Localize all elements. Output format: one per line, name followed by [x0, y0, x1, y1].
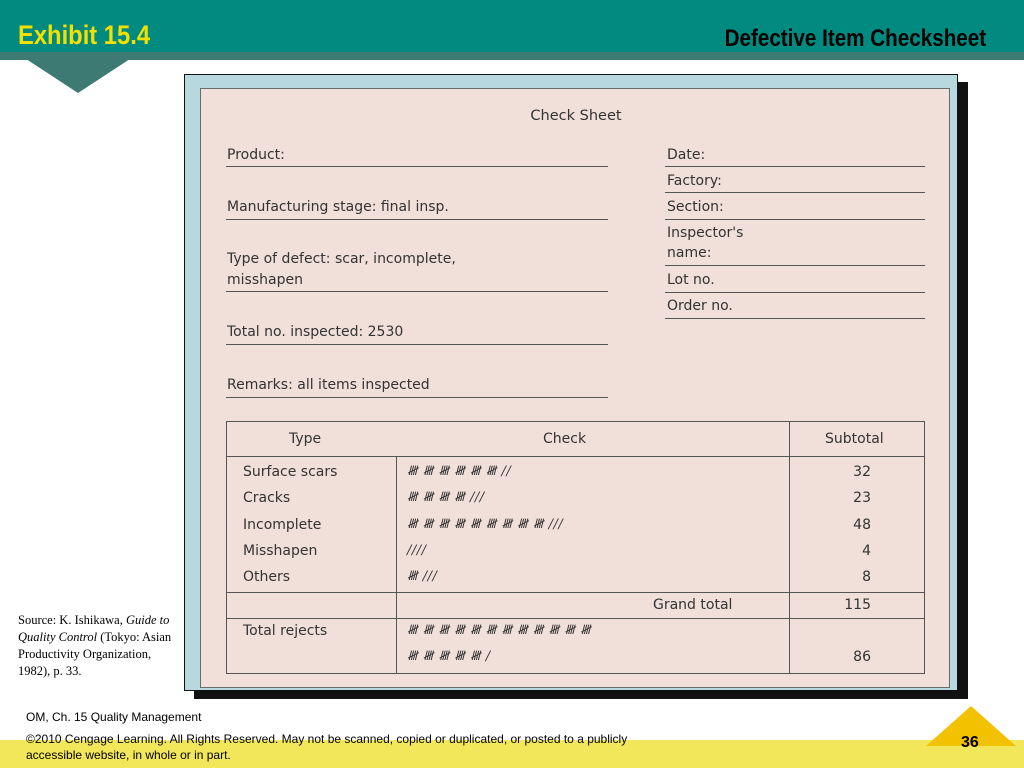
row-type: Misshapen — [243, 543, 318, 559]
row-check-tally: 𝍸 /// — [407, 569, 438, 584]
total-underline — [226, 344, 608, 345]
row-check-tally: 𝍸 𝍸 𝍸 𝍸 𝍸 𝍸 𝍸 𝍸 𝍸 /// — [407, 517, 564, 532]
defect-underline — [226, 291, 608, 292]
order-field: Order no. — [667, 298, 733, 314]
table-grandtotal-divider-bottom — [227, 618, 924, 619]
header-check: Check — [543, 431, 587, 447]
total-rejects-tally-line2: 𝍸 𝍸 𝍸 𝍸 𝍸 / — [407, 649, 491, 664]
row-subtotal: 23 — [853, 490, 871, 506]
defect-field-line2: misshapen — [227, 272, 303, 288]
table-grandtotal-divider-top — [227, 592, 924, 593]
row-type: Surface scars — [243, 464, 338, 480]
grand-total-label: Grand total — [653, 597, 733, 613]
page-number: 36 — [961, 734, 979, 751]
section-field: Section: — [667, 199, 724, 215]
row-check-tally: //// — [407, 543, 427, 558]
inspector-field-line1: Inspector's — [667, 225, 744, 241]
defect-table — [226, 421, 925, 674]
table-type-divider — [396, 456, 397, 673]
table-header-divider — [227, 456, 924, 457]
header-shade — [0, 52, 1024, 60]
inspector-field-line2: name: — [667, 245, 712, 261]
check-sheet-title: Check Sheet — [530, 108, 622, 124]
footer-course: OM, Ch. 15 Quality Management — [26, 710, 202, 724]
row-type: Others — [243, 569, 291, 585]
date-underline — [665, 166, 925, 167]
stage-field: Manufacturing stage: final insp. — [227, 199, 449, 215]
date-field: Date: — [667, 147, 706, 163]
remarks-underline — [226, 397, 608, 398]
row-subtotal: 32 — [853, 464, 871, 480]
source-book-title: Guide to Quality Control — [18, 613, 170, 644]
product-underline — [226, 166, 608, 167]
factory-field: Factory: — [667, 173, 722, 189]
defect-field-line1: Type of defect: scar, incomplete, — [227, 251, 456, 267]
row-subtotal: 8 — [862, 569, 871, 585]
table-subtotal-divider — [789, 422, 790, 673]
header-pointer-decoration — [20, 55, 136, 93]
lot-field: Lot no. — [667, 272, 715, 288]
exhibit-label: Exhibit 15.4 — [18, 20, 151, 50]
footer-copyright: ©2010 Cengage Learning. All Rights Reserved. May not be scanned, copied or duplicated, or posted to a publicly accessible website, in whole or in part. — [26, 732, 628, 762]
total-rejects-label: Total rejects — [243, 623, 328, 639]
section-underline — [665, 219, 925, 220]
grand-total-value: 115 — [844, 597, 871, 613]
product-field: Product: — [227, 147, 285, 163]
header-type: Type — [289, 431, 322, 447]
stage-underline — [226, 219, 608, 220]
order-underline — [665, 318, 925, 319]
row-type: Incomplete — [243, 517, 322, 533]
factory-underline — [665, 192, 925, 193]
row-subtotal: 4 — [862, 543, 871, 559]
row-subtotal: 48 — [853, 517, 871, 533]
row-check-tally: 𝍸 𝍸 𝍸 𝍸 /// — [407, 490, 485, 505]
inspector-underline — [665, 265, 925, 266]
slide-title: Defective Item Checksheet — [724, 25, 986, 52]
remarks-field: Remarks: all items inspected — [227, 377, 430, 393]
total-rejects-tally-line1: 𝍸 𝍸 𝍸 𝍸 𝍸 𝍸 𝍸 𝍸 𝍸 𝍸 𝍸 𝍸 — [407, 623, 592, 638]
source-citation — [18, 612, 182, 680]
header-subtotal: Subtotal — [825, 431, 884, 447]
row-type: Cracks — [243, 490, 291, 506]
lot-underline — [665, 292, 925, 293]
total-inspected-field: Total no. inspected: 2530 — [227, 324, 404, 340]
source-prefix: Source: K. Ishikawa, — [18, 613, 126, 627]
check-sheet — [200, 88, 950, 688]
row-check-tally: 𝍸 𝍸 𝍸 𝍸 𝍸 𝍸 // — [407, 464, 512, 479]
total-rejects-value: 86 — [853, 649, 871, 665]
source-suffix: (Tokyo: Asian Productivity Organization, 1982), p. 33. — [18, 630, 172, 678]
